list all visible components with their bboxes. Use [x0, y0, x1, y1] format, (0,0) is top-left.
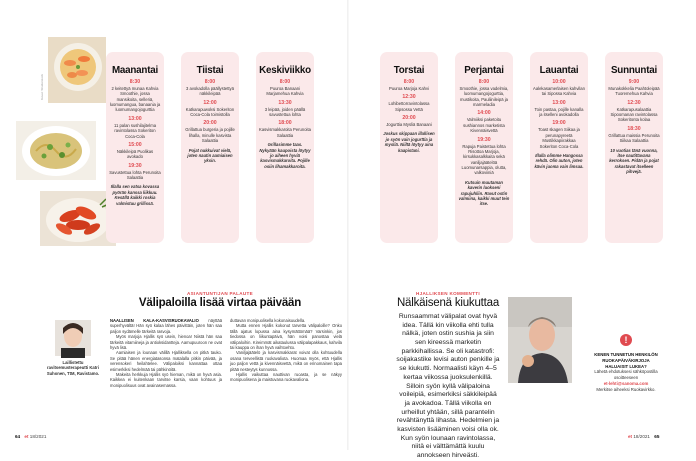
meal-text: Jogurttia Mysliä Banaani [386, 122, 432, 128]
page-spine [347, 0, 349, 450]
day-card-wednesday [256, 52, 314, 243]
meal-time: 18:30 [627, 125, 641, 132]
meal-text: Grillattua maissia Perunoita Siikaa Salaattia [608, 132, 660, 144]
day-note: Illalla olimme Hangossa rehdä. Olin auton, joten kävin juoma vain limsaa. [534, 152, 584, 169]
expert-avatar [55, 320, 91, 356]
footer-left [12, 434, 46, 439]
meal-time: 8:00 [204, 79, 216, 85]
meal-text: Katkarapusalaattia Sipoomanan ravintolassa Sokeritonta kolaa [610, 106, 658, 123]
day-name: Torstai [393, 65, 425, 76]
meal-text: Savustettua lohta Perunoita Salaattia [109, 169, 161, 180]
photo-pasta [16, 121, 96, 180]
footer-right [628, 434, 662, 439]
paragraph-text: näyttää superhyvältä! Hän syö kalaa lähes päivittäin, joten hän saa paljon sydämelle tärkeitä rasvoja. [110, 318, 223, 334]
meal-time: 8:00 [279, 79, 291, 85]
meal-text: Puuroa Banaani Marjamehua Kahvia [266, 85, 304, 97]
sidebar-box [593, 352, 659, 393]
issue-number: 18/2021 [633, 434, 650, 439]
meal-time: 19:30 [128, 162, 142, 169]
paragraph: Aamiaisen ja lounaan välillä Hjalliksella on pitkä tauko. Se pitää hänen energiatasonsa matalalla pitkin päivää, ja verensokeri heilahtelee. Välipaloiksi kannattaa ottaa esimerkiksi hedelmää tai pähkinöitä. [110, 350, 222, 372]
meal-text: Munakokkelia Paahtoleipää Tuoremehua Kahvia [608, 85, 660, 97]
meal-time: 19:00 [552, 120, 566, 127]
meal-time: 12:30 [402, 94, 416, 101]
lead-in: NAALLISEN KALA-KASVISRUOKAVALIO [110, 318, 199, 323]
day-name: Maanantai [111, 65, 159, 76]
day-note: Illalla sen vatsa kovassa pyörän kanssa liikkuu. Kesällä kaikki roskia valmistuu grillissä. [110, 184, 160, 206]
meal-text: Toast skagen Siikaa ja perunapyreetä Mustikkapiirakkaa Sokeriton Coca-Cola [538, 127, 580, 149]
day-note: Joskus skippaan illallisen jo syön vain jogurttia ja mysliä. Niiltä löytyy aina kaapistani. [383, 131, 435, 153]
left-article-kicker: ASIANTUNTIJAN PALAUTE [187, 291, 253, 296]
day-card-saturday [530, 52, 588, 243]
meal-text: 11 palan sushilajitelma ravintolassa Sokeriton Coca-Cola [113, 122, 157, 139]
sidebar-instructions: Lähetä ehdotuksesi sähköpostilla osoitteeseen [594, 369, 658, 381]
sidebar-question: KENEN TUNNETUN HENKILÖN RUOKAPÄIVÄKIRJOJA HALUAISIT LUKEA? [594, 352, 658, 369]
exclamation-icon: ! [620, 334, 632, 346]
paragraph: Vaniljajäätelö ja kasvismakkarat voivat olla kohtuudella osana terveellistä ruokavaliota. Huomaa myös, että Hjallis juo paljon vettä ja kivennäisvettä, mikä on erinomainen tapa pitää nesteytys kunnossa. [230, 350, 342, 372]
meal-text: Smoothie, jossa vadelmia, luomumangojogurttia, mustikoita, Pauliinileipä ja marmeladia [459, 85, 509, 108]
photo-hjallis [508, 297, 572, 383]
meal-text: 2 keitettyä munaa Kahvia Smoothie, jossa mansikoita, selleriä, luomumangua, banaania ja luomumangojogurttia [109, 85, 161, 113]
meal-text: Katkarapuwoksi Sokeriton Coca-Cola toimistolla [185, 106, 235, 118]
paragraph: Mutta ennen Hjallis kokonut tarvetta välipaloille? Onko tällä ajatus lopussa aina kysymättömää? Varsinkin, jos tiedossa on liikuntapäivä, hän voisi panostaa vielä välipaloihin. Kireimmät aikataulussa välipalapakkaus, kahvila tai kauppa on ihan hyvä vaihtoehto. [230, 323, 342, 350]
expert-caption: Laillistettu ravitsemusterapeutti Katri Suhonen, TtM, Ravistamo. [46, 360, 100, 376]
paragraph [110, 318, 222, 334]
meal-text: Aalekasamerlaisen kahvilan tai Sipossa Kahvia [533, 85, 585, 97]
day-name: Tiistai [196, 65, 224, 76]
magazine-name: et [628, 434, 633, 439]
meal-time: 12:30 [627, 99, 641, 106]
paragraph: Myös marjoja Hjallis syö usein, hienoa! Niistä hän saa tärkeitä vitamiineja ja antioksidantteja. Aamupuuroon ne ovat hyvä lisä. [110, 334, 222, 350]
day-card-monday [106, 52, 164, 243]
meal-time: 13:30 [278, 99, 292, 106]
day-name: Lauantai [539, 65, 579, 76]
meal-time: 8:30 [129, 79, 141, 85]
left-article-column-1 [110, 318, 222, 388]
paragraph: Hjallis vaikuttaa nauttivan ruoasta, ja se näkyy monipuolisena ja maistuvana ruokavaliona. [230, 371, 342, 383]
magazine-name: et [24, 434, 29, 439]
meal-text: Rapuja Paistettua lohta Risottoa Marjoja, kirsukkasalkkaita sekä vaniljajäätelöä Luomunarsappia, olutta, valkoviiniä [461, 143, 507, 176]
day-card-thursday [380, 52, 438, 243]
paragraph: Makeita herkkuja Hjallis syö hieman, mikä on hyvä asia. Kaikkea ei kuitenkaan tarvitse karsia, vaan kohtuus ja monipuolisuus ovat avainasemassa. [110, 371, 222, 388]
meal-text: 3 avokadolla päällystettyä näkkileipää [186, 85, 234, 97]
meal-time: 8:00 [403, 79, 415, 85]
meal-text: Valmiiksi paketoitu sushiannos marketista Kivennäisvettä [463, 117, 505, 134]
right-article-headline: Nälkäisenä kiukuttaa [396, 297, 500, 309]
meal-time: 20:00 [203, 120, 217, 127]
meal-time: 9:00 [628, 79, 640, 85]
meal-text: 3 leipää, joiden päällä savustettua lohta [264, 106, 306, 118]
right-article-lead: Runsaammat välipalat ovat hyvä idea. Tällä kin viikolla ehti tulla nälkä, joten ostin sushia ja siin sen kireessä marketin parkkihallissa. Se oli katastrofi: soijakastike levisi auton penkille ja se kiukutti. Normaalisti käyn 4–5 kertaa viikossa juoksulenkillä. Silloin syön kyllä välipaloina voileipiä, esimerkiksi säkkileipää ja avokadoa. Tällä viikolla en urheillut yhtään, sillä parantelin revähtänyttä lihasta. Hedelmien ja kasvisten lisääminen voisi olla ok. Kun syön lounaan ravintolassa, niitä ei välttämättä kuulu annokseen hirveästi. [396, 313, 500, 459]
meal-text: Näkkileipä Puolikas avokado [116, 148, 154, 160]
page-number: 65 [654, 434, 660, 439]
meal-text: Grillattua burgeria ja pojille lihalla, minulle kasvista Salaattia [185, 127, 235, 144]
meal-time: 19:30 [477, 136, 491, 143]
left-article-column-2 [230, 318, 342, 383]
meal-time: 10:00 [552, 79, 566, 85]
day-card-sunday [605, 52, 663, 243]
page-number: 64 [15, 434, 21, 439]
day-name: Perjantai [464, 65, 504, 76]
day-name: Keskiviikko [259, 65, 311, 76]
right-article-kicker: HJALLIKSEN KOMMENTTI [416, 291, 480, 296]
day-card-tuesday [181, 52, 239, 243]
meal-time: 8:00 [478, 79, 490, 85]
meal-text: Toin pastaa, pojille kanalla ja itselleni avokadolla [534, 106, 584, 118]
meal-time: 13:00 [128, 115, 142, 122]
sidebar-email[interactable]: et-lehti@sanoma.com [603, 380, 649, 386]
left-article-headline: Välipaloilla lisää virtaa päivään [138, 297, 302, 309]
photo-crayfish [40, 191, 116, 246]
meal-time: 14:00 [477, 110, 491, 117]
day-note: Pojat nukkuivat vielä, joten nautin aamiaisen yksin. [187, 147, 233, 164]
issue-number: 18/2021 [29, 434, 47, 439]
meal-text: Puuroa Marjoja Kahvi [388, 85, 430, 91]
day-note: Kutsuin muutaman kaverin luokseni rapujuhliin. Ravut ostin valmiina, kaikki muut tein itse. [458, 179, 510, 207]
meal-time: 12:00 [203, 99, 217, 106]
day-note: 10 vuotias tänä vuonna, itse nautittavana kerroksen. Pidän ja pojat rakastavat itselleen pihvejä. [609, 147, 659, 175]
meal-time: 13:00 [552, 99, 566, 106]
meal-text: Kasvismakkaroita Perunoita Salaattia [259, 127, 311, 138]
meal-time: 15:00 [128, 141, 142, 148]
meal-text: Lohibettorravintolassa Sipsossa Vettä [388, 101, 430, 112]
meal-time: 18:00 [278, 120, 292, 127]
photo-credit: Kuvat: Shutterstock [40, 73, 44, 100]
sidebar-subject: Merkitse aiheeksi Ruokavirkko. [596, 386, 656, 392]
day-note: Grillasimme taas. Nykyään kaupoista löytyy jo aiheen hyviä kasvismakkaroita. Pojille osiin lihamakkaroita. [259, 142, 311, 169]
meal-time: 20:00 [402, 115, 416, 122]
day-card-friday [455, 52, 513, 243]
day-name: Sunnuntai [610, 65, 658, 76]
paragraph: duttavan monipuolisella kokonaisuudella. [230, 318, 306, 323]
photo-shrimp-risotto [48, 37, 106, 103]
